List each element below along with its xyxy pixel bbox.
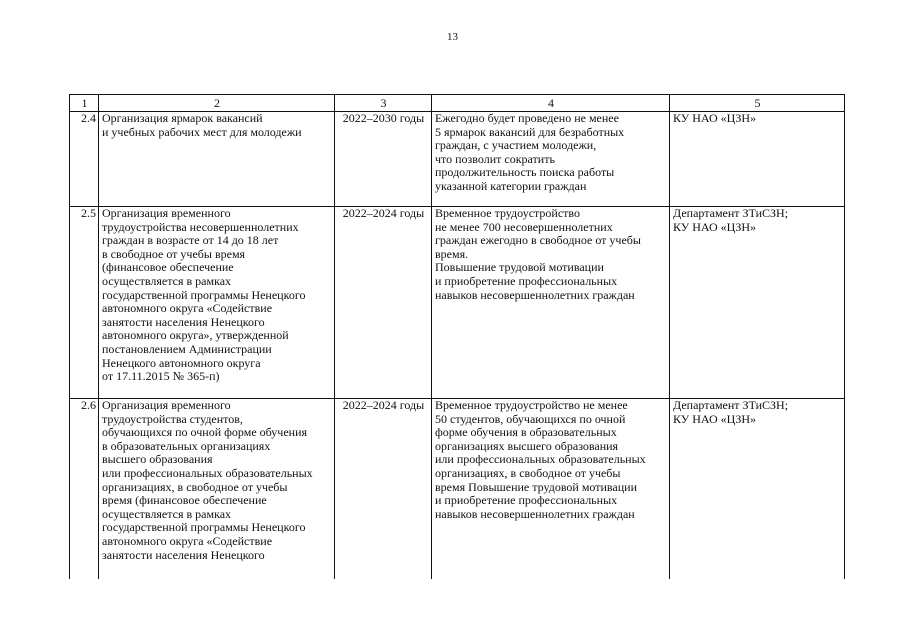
cell-line: форме обучения в образовательных <box>435 425 617 440</box>
cell-line: Организация временного <box>102 206 231 220</box>
cell-line: Организация временного <box>102 398 231 412</box>
period-cell: 2022–2030 годы <box>335 112 432 207</box>
cell-line: продолжительность поиска работы <box>435 165 615 180</box>
row-number: 2.6 <box>70 399 99 580</box>
cell-line: и учебных рабочих мест для молодежи <box>102 124 302 139</box>
cell-line: обучающихся по очной форме обучения <box>102 425 308 440</box>
activity-cell <box>99 399 335 580</box>
cell-line: организациях, в свободное от учебы <box>102 479 288 494</box>
cell-line: Повышение трудовой мотивации <box>435 260 604 275</box>
cell-line: занятости населения Ненецкого <box>102 314 265 329</box>
cell-line: организациях, в свободное от учебы <box>435 465 621 480</box>
table-row <box>70 112 845 207</box>
cell-line: трудоустройства студентов, <box>102 411 243 426</box>
cell-line: трудоустройства несовершеннолетних <box>102 219 299 234</box>
cell-line: и приобретение профессиональных <box>435 493 618 508</box>
page-number: 13 <box>447 31 458 43</box>
cell-line: или профессиональных образовательных <box>102 465 313 480</box>
cell-line: государственной программы Ненецкого <box>102 520 306 535</box>
cell-line: Организация ярмарок вакансий <box>102 111 263 125</box>
period-cell: 2022–2024 годы <box>335 207 432 399</box>
cell-line: осуществляется в рамках <box>102 273 232 288</box>
row-number: 2.4 <box>70 112 99 207</box>
cell-line: 50 студентов, обучающихся по очной <box>435 411 626 426</box>
cell-line: занятости населения Ненецкого <box>102 547 265 562</box>
cell-line: организациях высшего образования <box>435 438 619 453</box>
header-col-3: 3 <box>335 95 432 112</box>
cell-line: 5 ярмарок вакансий для безработных <box>435 124 625 139</box>
activity-cell <box>99 207 335 399</box>
header-col-2: 2 <box>99 95 335 112</box>
cell-line: осуществляется в рамках <box>102 506 232 521</box>
cell-line: навыков несовершеннолетних граждан <box>435 287 635 302</box>
executor-cell <box>670 112 845 207</box>
cell-line: Ежегодно будет проведено не менее <box>435 111 619 125</box>
cell-line: Департамент ЗТиСЗН; <box>673 398 789 412</box>
cell-line: автономного округа «Содействие <box>102 301 273 316</box>
cell-line: государственной программы Ненецкого <box>102 287 306 302</box>
header-row <box>70 95 845 112</box>
header-col-5: 5 <box>670 95 845 112</box>
header-col-4: 4 <box>432 95 670 112</box>
cell-line: от 17.11.2015 № 365-п) <box>102 369 220 384</box>
cell-line: Временное трудоустройство не менее <box>435 398 628 412</box>
cell-line: в свободное от учебы время <box>102 246 246 261</box>
cell-line: Ненецкого автономного округа <box>102 355 261 370</box>
cell-line: навыков несовершеннолетних граждан <box>435 506 635 521</box>
result-cell <box>432 112 670 207</box>
cell-line: граждан в возрасте от 14 до 18 лет <box>102 233 279 248</box>
cell-line: не менее 700 несовершеннолетних <box>435 219 613 234</box>
cell-line: что позволит сократить <box>435 151 555 166</box>
cell-line: автономного округа», утвержденной <box>102 328 289 343</box>
cell-line: высшего образования <box>102 452 213 467</box>
cell-line: указанной категории граждан <box>435 178 587 193</box>
measures-table <box>69 94 845 579</box>
cell-line: или профессиональных образовательных <box>435 452 646 467</box>
cell-line: время (финансовое обеспечение <box>102 493 267 508</box>
header-col-1: 1 <box>70 95 99 112</box>
cell-line: Временное трудоустройство <box>435 206 580 220</box>
cell-line: время Повышение трудовой мотивации <box>435 479 638 494</box>
cell-line: КУ НАО «ЦЗН» <box>673 219 757 234</box>
cell-line: (финансовое обеспечение <box>102 260 234 275</box>
executor-cell <box>670 207 845 399</box>
table-row <box>70 399 845 580</box>
cell-line: граждан, с участием молодежи, <box>435 138 597 153</box>
executor-cell <box>670 399 845 580</box>
activity-cell <box>99 112 335 207</box>
result-cell <box>432 399 670 580</box>
cell-line: постановлением Администрации <box>102 341 272 356</box>
cell-line: в образовательных организациях <box>102 438 271 453</box>
cell-line: граждан ежегодно в свободное от учебы <box>435 233 641 248</box>
result-cell <box>432 207 670 399</box>
period-cell: 2022–2024 годы <box>335 399 432 580</box>
cell-line: КУ НАО «ЦЗН» <box>673 411 757 426</box>
cell-line: автономного округа «Содействие <box>102 533 273 548</box>
cell-line: и приобретение профессиональных <box>435 273 618 288</box>
cell-line: Департамент ЗТиСЗН; <box>673 206 789 220</box>
cell-line: КУ НАО «ЦЗН» <box>673 111 757 125</box>
row-number: 2.5 <box>70 207 99 399</box>
cell-line: время. <box>435 246 469 261</box>
table-row <box>70 207 845 399</box>
